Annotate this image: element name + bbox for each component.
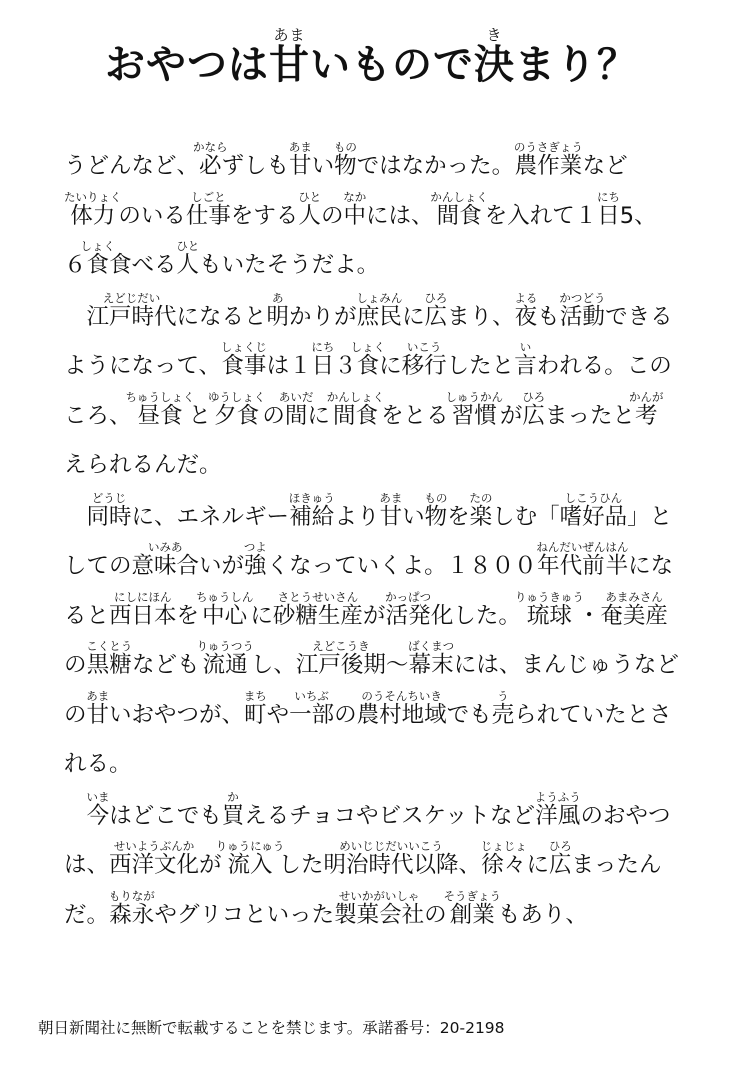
text-run: には、 (365, 202, 434, 229)
text-run: は１ (266, 353, 312, 379)
ruby-word: 琉球りゅうきゅう (514, 589, 584, 629)
text-run: に (379, 353, 402, 379)
text-run: ・ (577, 602, 601, 629)
ruby-word: 奄美産あまみさん (600, 589, 668, 629)
furigana: にち (597, 189, 621, 204)
ruby-word: 食しょく (80, 239, 116, 278)
text-run: まったと (544, 402, 635, 429)
text-run: に、エネルギー (131, 503, 290, 530)
ruby-word: 江戸後期えどこうき (295, 639, 386, 678)
furigana: こくとう (86, 639, 133, 653)
furigana: ばくまつ (408, 639, 455, 653)
ruby-word: 嗜好品しこうひん (559, 490, 628, 530)
ruby-word: 体力たいりょく (64, 189, 122, 229)
ruby-word: 物もの (424, 490, 448, 530)
furigana: もの (333, 140, 357, 154)
text-run: より (334, 503, 380, 530)
text-run: には、まんじゅうなどの (64, 652, 679, 728)
furigana: そうぎょう (443, 888, 502, 903)
ruby-word: 食事しょくじ (220, 340, 267, 379)
furigana: かんが (628, 389, 664, 404)
furigana: えどこうき (295, 639, 386, 653)
ruby-word: 間食かんしょく (430, 189, 488, 229)
ruby-word: 日にち (597, 189, 621, 229)
text-run: になると (176, 303, 267, 330)
text-run: をする (230, 202, 299, 229)
text-run: えるチョコやビスケットなど (244, 802, 535, 829)
ruby-word: 砂糖生産さとうせいさん (272, 589, 363, 629)
ruby-word: 一部いちぶ (289, 688, 335, 728)
paragraph (64, 291, 679, 491)
furigana: う (491, 688, 515, 703)
copyright-notice: 朝日新聞社に無断で転載することを禁じます。承諾番号：20-2198 (38, 1019, 505, 1037)
ruby-word: 黒糖こくとう (86, 639, 133, 678)
ruby-word: 広ひろ (548, 839, 572, 878)
ruby-word: 製菓会社せいかがいしゃ (334, 888, 425, 928)
furigana: どうじ (86, 490, 132, 505)
ruby-word: 年代前ねんだいぜん (536, 540, 606, 579)
furigana: しこうひん (559, 490, 628, 505)
text-run: に (250, 602, 273, 629)
ruby-word: 農作業のうさぎょう (513, 140, 583, 179)
furigana: かつどう (559, 290, 606, 305)
text-run: なども (132, 652, 200, 678)
ruby-word: 今いま (86, 789, 110, 829)
furigana: ひろ (548, 839, 572, 853)
ruby-word: 昼食ちゅうしょく (125, 389, 195, 429)
furigana: いちぶ (289, 688, 335, 703)
text-run: など (582, 153, 628, 179)
ruby-word: 半はん (605, 540, 629, 579)
furigana: かんしょく (326, 389, 385, 404)
furigana: かなら (193, 140, 228, 154)
furigana: たいりょく (64, 189, 122, 204)
text-run: の (334, 701, 357, 728)
ruby-word: 江戸時代えどじだい (86, 290, 177, 330)
ruby-word: 楽たの (469, 490, 493, 530)
ruby-word: 西洋文化せいようぶんか (109, 839, 200, 878)
furigana: しょく (350, 340, 386, 354)
ruby-word: 食しょく (350, 340, 386, 379)
ruby-word: 必かなら (193, 140, 228, 179)
ruby-word: 中心ちゅうしん (195, 589, 254, 629)
furigana: ひろ (424, 290, 448, 305)
text-run: もいたそうだよ。 (199, 252, 380, 278)
text-run: のいる (118, 202, 186, 229)
furigana: あまみさん (600, 589, 668, 604)
text-run: も (537, 303, 560, 330)
furigana: めいじじだいいこう (323, 839, 459, 853)
furigana: ひろ (522, 389, 546, 404)
text-run: を入れて１ (484, 202, 598, 229)
ruby-word: 幕末ばくまつ (408, 639, 455, 678)
text-run: まり、 (447, 303, 515, 330)
text-run: でも (446, 701, 492, 728)
furigana: かんしょく (430, 189, 488, 204)
text-run: ずしも (221, 153, 290, 179)
text-run: 」としての (64, 503, 673, 579)
furigana: あ (266, 290, 290, 305)
furigana: にしにほん (109, 589, 177, 604)
text-run: い (311, 153, 335, 179)
ruby-word: 活動かつどう (559, 290, 606, 330)
furigana: か (221, 789, 245, 804)
furigana: にち (311, 340, 335, 354)
ruby-word: 強つよ (243, 540, 267, 579)
ruby-word: 西日本にしにほん (109, 589, 177, 629)
ruby-word: 森永もりなが (108, 888, 155, 928)
furigana: しょくじ (220, 340, 267, 354)
furigana: ねんだいぜん (536, 540, 606, 554)
ruby-word: 流通りゅうつう (196, 639, 254, 678)
furigana: ちゅうしょく (125, 389, 195, 404)
furigana: えどじだい (86, 290, 177, 305)
ruby-word: 移行いこう (401, 340, 447, 379)
text-run: が (362, 602, 386, 629)
furigana: りゅうきゅう (514, 589, 584, 604)
text-run: になると (64, 553, 674, 629)
text-run: いおやつが、 (109, 701, 245, 728)
furigana: はん (605, 540, 629, 554)
ruby-word: 言い (514, 340, 537, 379)
text-run: くなっていくよ。１８００ (266, 553, 537, 579)
text-run: やグリコといった (154, 901, 335, 928)
text-run: のおやつは、 (64, 802, 671, 878)
furigana: ちゅうしん (195, 589, 254, 604)
title-suffix: まり？ (515, 41, 638, 88)
text-run: い (402, 503, 425, 530)
ruby-word: 町まち (243, 688, 267, 728)
ruby-word: 活発かっぱつ (385, 589, 432, 629)
furigana: いみあ (131, 540, 200, 554)
furigana: ひと (298, 189, 322, 204)
furigana: せいかがいしゃ (334, 888, 425, 903)
ruby-word: 明あ (266, 290, 290, 330)
ruby-word: 中なか (343, 189, 367, 229)
ruby-word: 夜よる (514, 290, 538, 330)
furigana: もりなが (108, 888, 155, 903)
furigana: ようふう (534, 789, 581, 804)
text-run: かりが (289, 303, 357, 330)
text-run: をとる (381, 402, 449, 429)
text-run: と (188, 402, 212, 429)
text-run: の (64, 652, 87, 678)
text-run: 化した。 (430, 602, 521, 629)
text-run: の (320, 202, 344, 229)
ruby-word: 人ひと (176, 239, 200, 278)
page-title (0, 26, 743, 90)
title-ruby-ama: 甘あま (269, 26, 310, 88)
text-run: に (307, 402, 330, 429)
text-run: しむ「 (492, 503, 560, 530)
text-run: われる。このころ、 (64, 353, 672, 429)
text-run: が (499, 402, 523, 429)
furigana: しょみん (356, 290, 403, 305)
ruby-word: 考かんが (628, 389, 664, 429)
text-run: 、 (458, 852, 481, 878)
furigana: もの (424, 490, 448, 505)
title-mid: いもので (310, 41, 474, 88)
furigana: せいようぶんか (109, 839, 200, 853)
furigana: い (514, 340, 537, 354)
ruby-word: 日にち (311, 340, 335, 379)
ruby-word: 農村地域のうそんちいき (356, 688, 447, 728)
text-run: うどんなど、 (64, 153, 200, 179)
furigana: ゆうしょく (207, 389, 266, 404)
ruby-word: 庶民しょみん (356, 290, 403, 330)
furigana: あいだ (278, 389, 314, 404)
text-run: し、 (250, 652, 296, 678)
furigana: あま (288, 140, 312, 154)
text-run: できるようになって、 (64, 303, 673, 379)
paragraph (64, 491, 679, 790)
ruby-word: 人ひと (298, 189, 322, 229)
ruby-word: 甘あま (86, 688, 110, 728)
text-run: まったんだ。 (64, 852, 662, 928)
furigana: しゅうかん (445, 389, 504, 404)
text-run: や (266, 701, 290, 728)
furigana: しごと (185, 189, 231, 204)
ruby-word: 広ひろ (522, 389, 546, 429)
furigana: のうさぎょう (513, 140, 583, 154)
furigana: なか (343, 189, 367, 204)
text-run: に (526, 852, 550, 878)
furigana: りゅうつう (196, 639, 254, 653)
text-run: 〜 (385, 652, 409, 678)
title-prefix: おやつは (105, 41, 269, 88)
text-run: られていたとされる。 (64, 701, 672, 777)
ruby-word: 物もの (333, 140, 357, 179)
ruby-word: 意味合いみあ (131, 540, 200, 579)
ruby-word: 間あいだ (278, 389, 314, 429)
text-run: した (278, 852, 324, 878)
furigana: じょじょ (480, 839, 527, 853)
ruby-word: 流入りゅうにゅう (215, 839, 285, 878)
ruby-word: 同時どうじ (86, 490, 132, 530)
furigana: さとうせいさん (272, 589, 363, 604)
furigana: よる (514, 290, 538, 305)
furigana: あま (86, 688, 110, 703)
furigana: まち (243, 688, 267, 703)
ruby-word: 売う (491, 688, 515, 728)
text-run: ３ (334, 353, 357, 379)
text-run: もあり、 (497, 901, 588, 928)
ruby-word: 甘あま (379, 490, 403, 530)
ruby-word: 習慣しゅうかん (445, 389, 504, 429)
text-run: ではなかった。 (356, 153, 515, 179)
text-run: したと (446, 353, 515, 379)
furigana: かっぱつ (385, 589, 432, 604)
furigana: ほきゅう (288, 490, 335, 505)
ruby-word: 創業そうぎょう (443, 888, 502, 928)
ruby-word: 広ひろ (424, 290, 448, 330)
text-run: の (262, 402, 285, 429)
furigana: あま (379, 490, 403, 505)
furigana: つよ (243, 540, 267, 554)
ruby-word: 買か (221, 789, 245, 829)
title-ruby-ki: 決き (474, 26, 515, 88)
furigana: たの (469, 490, 493, 505)
text-run: 5、 (619, 202, 657, 229)
text-run: えられるんだ。 (64, 452, 222, 478)
text-run: を (176, 602, 200, 629)
paragraph (64, 790, 679, 941)
furigana: いま (86, 789, 110, 804)
article-body (64, 140, 679, 940)
text-run: に (402, 303, 425, 330)
ruby-word: 間食かんしょく (326, 389, 385, 429)
text-run: はどこでも (109, 802, 222, 829)
text-run: いが (199, 553, 245, 579)
furigana: しょく (80, 239, 116, 253)
ruby-word: 明治時代以降めいじじだいいこう (323, 839, 459, 878)
furigana: ひと (176, 239, 200, 253)
ruby-word: 補給ほきゅう (288, 490, 335, 530)
furigana: りゅうにゅう (215, 839, 285, 853)
ruby-word: 徐々じょじょ (480, 839, 527, 878)
ruby-word: 夕食ゆうしょく (207, 389, 266, 429)
paragraph (64, 140, 679, 291)
text-run: が (199, 852, 222, 878)
text-run: の (424, 901, 447, 928)
text-run: を (447, 503, 470, 530)
furigana: いこう (401, 340, 447, 354)
ruby-word: 仕事しごと (185, 189, 231, 229)
ruby-word: 甘あま (288, 140, 312, 179)
ruby-word: 洋風ようふう (534, 789, 581, 829)
text-run: 食べる (109, 252, 177, 278)
text-run: ６ (64, 252, 87, 278)
furigana: のうそんちいき (356, 688, 447, 703)
